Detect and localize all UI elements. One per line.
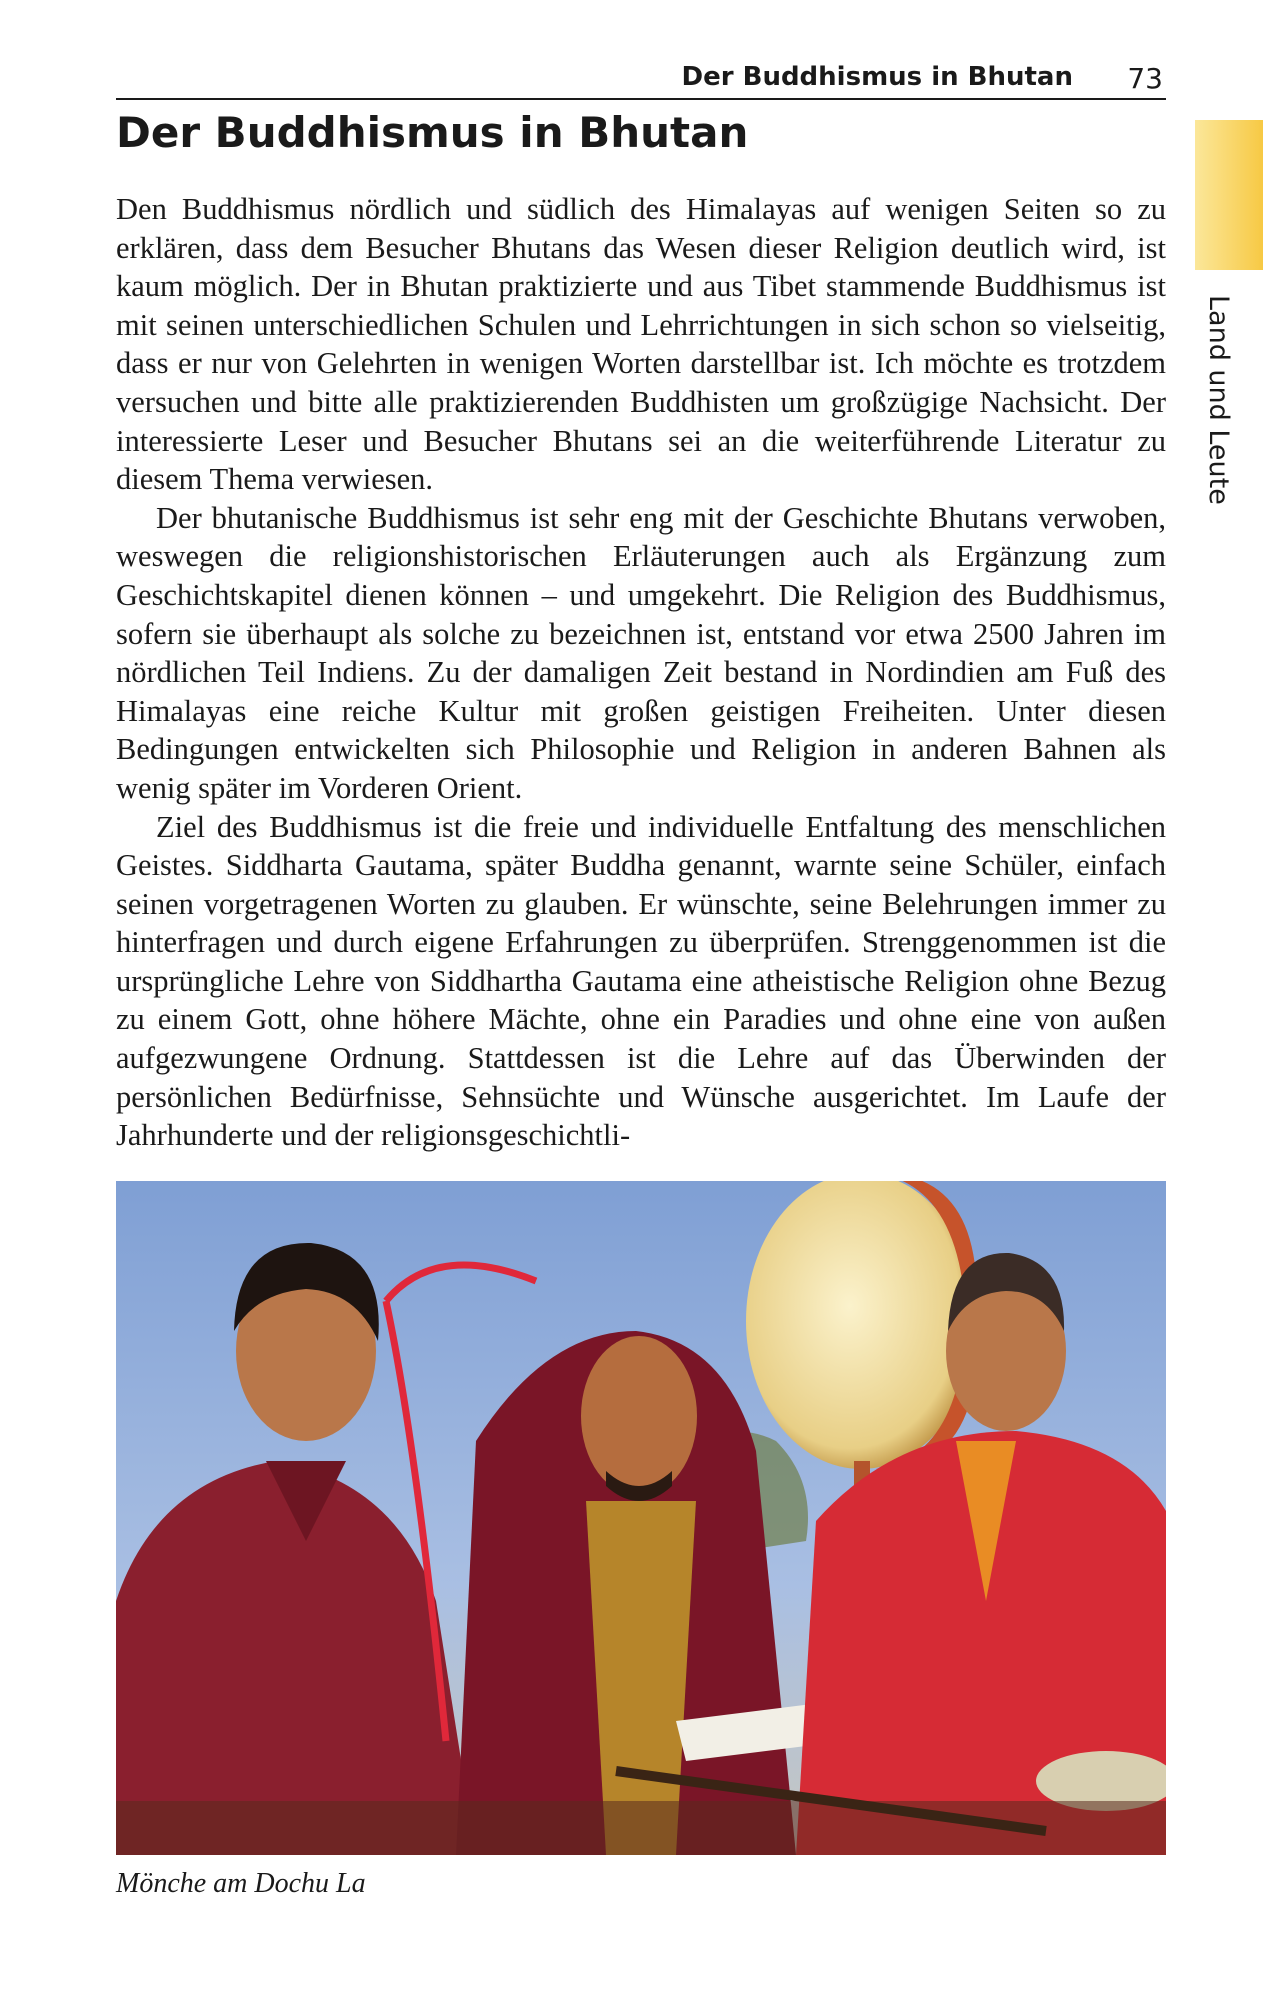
monks-photo-illustration xyxy=(116,1181,1166,1855)
paragraph: Der bhutanische Buddhismus ist sehr eng mit der Geschichte Bhutans verwoben, weswegen die religionshistorischen Erläuterungen auch als Ergänzung zum Geschichtskapitel dienen können – und umgekehrt. Die Religion des Buddhismus, sofern sie überhaupt als solche zu bezeichnen ist, entstand vor etwa 2500 Jahren im nördlichen Teil Indiens. Zu der damaligen Zeit bestand in Nordindien am Fuß des Himalayas eine reiche Kultur mit großen geistigen Freiheiten. Unter diesen Bedingungen entwickelten sich Philosophie und Religion in anderen Bahnen als wenig später im Vorderen Orient. xyxy=(116,500,1166,805)
paragraph: Den Buddhismus nördlich und südlich des Himalayas auf wenigen Seiten so zu erklären, dass dem Besucher Bhutans das Wesen dieser Religion deutlich wird, ist kaum möglich. Der in Bhutan praktizierte und aus Tibet stammende Buddhismus ist mit seinen unterschiedlichen Schulen und Lehrrichtungen in sich schon so vielseitig, dass er nur von Gelehrten in wenigen Worten darstellbar ist. Ich möchte es trotzdem versuchen und bitte alle praktizierenden Buddhisten um großzügige Nachsicht. Der interessierte Leser und Besucher Bhutans sei an die weiterführende Literatur zu diesem Thema verwiesen. xyxy=(116,192,1166,497)
body-text xyxy=(116,190,1166,1155)
header-rule xyxy=(116,98,1166,100)
section-tab xyxy=(1195,120,1263,270)
paragraph: Ziel des Buddhismus ist die freie und individuelle Entfaltung des menschlichen Geistes. Siddharta Gautama, später Buddha genannt, warnte seine Schüler, einfach seinen vorgetragenen Worten zu glauben. Er wünschte, seine Belehrungen immer zu hinterfragen und durch eigene Erfahrungen zu überprüfen. Strenggenommen ist die ursprüngliche Lehre von Siddhartha Gautama eine atheistische Religion ohne Bezug zu einem Gott, ohne höhere Mächte, ohne ein Paradies und ohne eine von außen aufgezwungene Ordnung. Stattdessen ist die Lehre auf das Überwinden der persönlichen Bedürfnisse, Sehnsüchte und Wünsche ausgerichtet. Im Laufe der Jahrhunderte und der religionsgeschichtli- xyxy=(116,809,1166,1153)
chapter-heading: Der Buddhismus in Bhutan xyxy=(116,108,749,157)
photo-caption: Mönche am Dochu La xyxy=(116,1868,366,1899)
running-title: Der Buddhismus in Bhutan xyxy=(681,62,1073,92)
section-tab-label: Land und Leute xyxy=(1203,295,1234,505)
page-number: 73 xyxy=(1127,62,1163,95)
monks-photo xyxy=(116,1181,1166,1855)
